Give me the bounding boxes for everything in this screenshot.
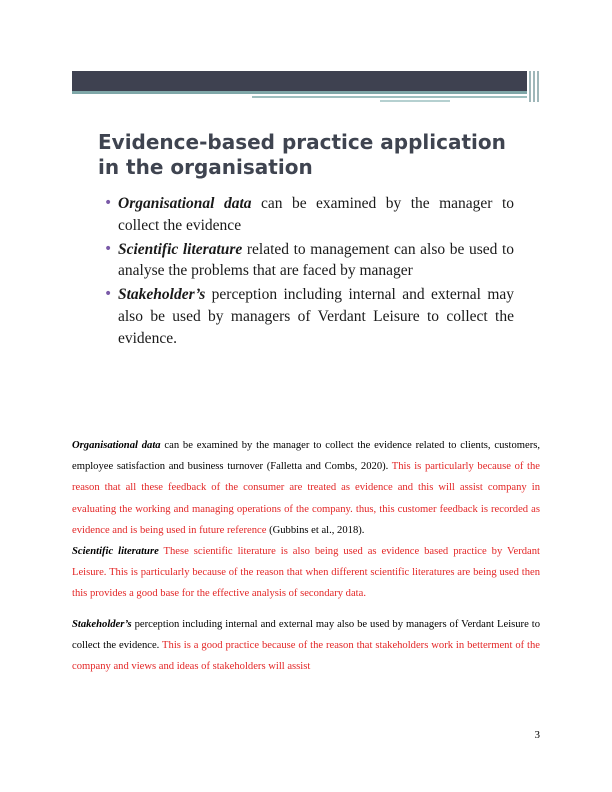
bullet-term: Scientific literature [118,240,243,258]
header-bar-teal-short [380,100,450,102]
bullet-dot-icon: • [104,240,113,257]
bullet-text: perception including internal and external may also be used by managers of Verdant Leisure to collect the evidence. [118,286,514,347]
paragraph-citation: (Gubbins et al., 2018). [266,524,365,536]
paragraph-red-text: This is a good practice because of the reason that stakeholders work in betterment of the company and views and ideas of stakeholders will assist [72,639,540,673]
header-stripe [533,71,535,102]
slide-bullet [104,193,514,237]
header-stripe [537,71,539,102]
paragraph-term: Scientific literature [72,546,159,558]
paragraph-red-text: These scientific literature is also being used as evidence based practice by Verdant Leisure. This is particularly because of the reason that when different scientific literatures are being used then this provides a good base for the effective analysis of secondary data. [72,546,540,600]
bullet-text: can be examined by the manager to collect the evidence [118,195,514,234]
bullet-dot-icon: • [104,195,113,211]
body-text [72,435,540,677]
slide-bullet-list [104,193,514,352]
paragraph-term: Organisational data [72,440,161,451]
header-stripe [529,71,531,102]
slide-title: Evidence-based practice application in the organisation [98,130,506,179]
bullet-term: Stakeholder’s [118,286,206,304]
slide-bullet [104,239,514,283]
bullet-dot-icon: • [104,286,113,303]
header-bar-teal [72,91,527,94]
paragraph-text: can be examined by the manager to collect the evidence related to clients, customers, employee satisfaction and business turnover (Falletta and Combs, 2020). [72,440,540,473]
paragraph-scientific-literature [72,541,540,605]
paragraph-red-text: This is particularly because of the reason that all these feedback of the consumer are treated as evidence and this will assist company in evaluating the working and managing operations of the company. thus, this customer feedback is recorded as evidence and is being used in future reference [72,461,540,536]
bullet-term: Organisational data [118,195,252,212]
slide-bullet [104,284,514,349]
page-number: 3 [534,729,540,741]
paragraph-term: Stakeholder’s [72,618,132,630]
paragraph-stakeholders [72,614,540,678]
paragraph-text: perception including internal and external may also be used by managers of Verdant Leisure to collect the evidence. [72,618,540,651]
paragraph-organisational-data [72,435,540,541]
bullet-text: related to management can also be used to analyse the problems that are faced by manager [118,240,514,280]
header-bar-dark [72,71,527,91]
header-bar-teal-thin [252,96,527,98]
